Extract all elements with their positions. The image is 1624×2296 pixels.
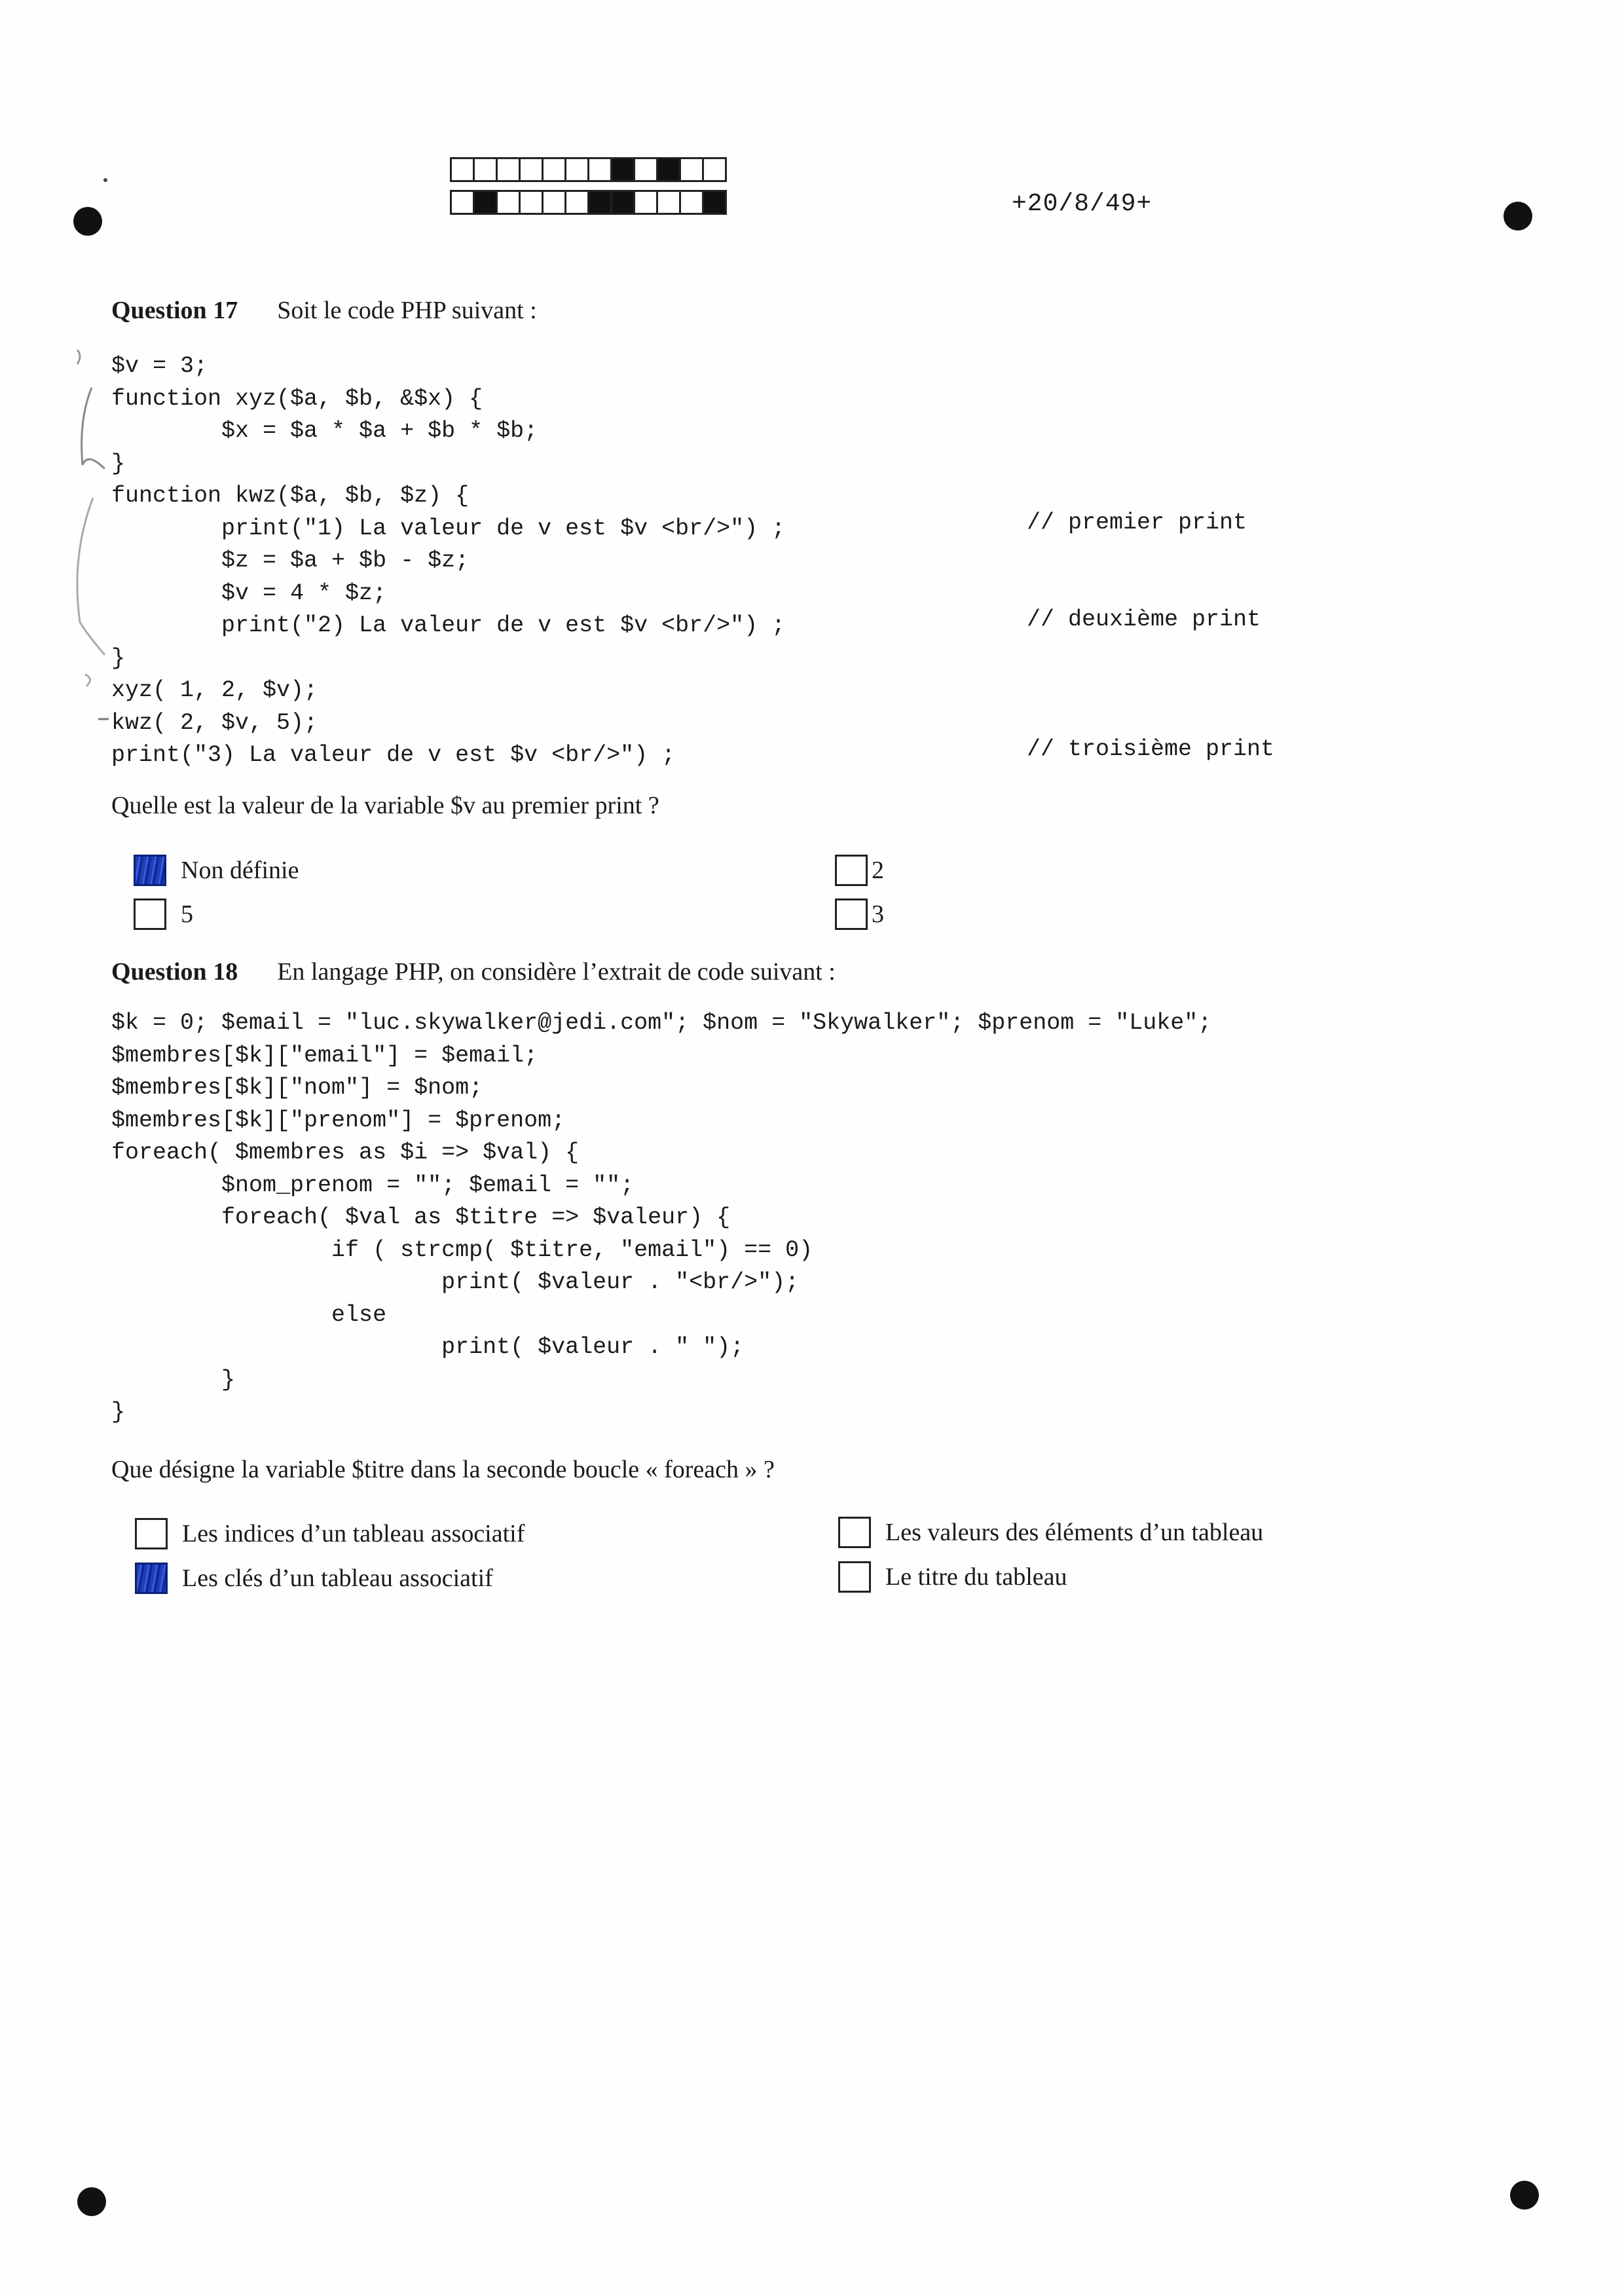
question-18-header: [111, 957, 836, 986]
barcode-cell: [496, 157, 521, 182]
q17-answer-5[interactable]: [134, 898, 193, 930]
q17-code-line: }: [111, 450, 126, 477]
barcode-row-top: [452, 157, 727, 182]
question-18-code: [111, 1007, 1211, 1429]
barcode-cell: [656, 190, 681, 215]
barcode-cell: [450, 157, 475, 182]
barcode-cell: [519, 190, 544, 215]
q17-checkbox-5[interactable]: [134, 898, 166, 930]
q17-code-line: $x = $a * $a + $b * $b;: [111, 418, 538, 444]
q17-answer-2[interactable]: [835, 855, 884, 886]
q18-answer-label: Le titre du tableau: [885, 1563, 1067, 1591]
comment-second-print: // deuxième print: [1027, 606, 1261, 633]
comment-first-print: // premier print: [1027, 509, 1247, 536]
q17-code-line: $v = 4 * $z;: [111, 580, 387, 606]
q18-checkbox-valeurs[interactable]: [838, 1517, 871, 1548]
barcode-cell: [610, 190, 635, 215]
q17-answer-label: Non définie: [181, 857, 299, 884]
q17-code-line: function xyz($a, $b, &$x) {: [111, 385, 483, 412]
registration-dot-top-right: [1504, 202, 1532, 231]
q17-checkbox-2[interactable]: [835, 855, 868, 886]
q18-answer-label: Les indices d’un tableau associatif: [182, 1520, 525, 1547]
q17-code-line: $z = $a + $b - $z;: [111, 547, 470, 574]
q18-answer-label: Les valeurs des éléments d’un tableau: [885, 1519, 1264, 1546]
barcode-cell: [679, 190, 704, 215]
barcode-cell: [542, 157, 566, 182]
question-18-number: Question 18: [111, 958, 238, 986]
barcode-row-bottom: [452, 190, 727, 215]
barcode-cell: [633, 157, 658, 182]
page-identifier: +20/8/49+: [1012, 190, 1153, 218]
q18-code-line: if ( strcmp( $titre, "email") == 0): [111, 1236, 813, 1263]
q17-answer-non-definie[interactable]: [134, 855, 299, 886]
barcode-cell: [473, 157, 498, 182]
q18-code-line: $membres[$k]["prenom"] = $prenom;: [111, 1107, 566, 1134]
q18-code-line: $k = 0; $email = "luc.skywalker@jedi.com"; $nom = "Skywalker"; $prenom = "Luke";: [111, 1010, 1212, 1036]
q17-answer-label: 3: [872, 900, 884, 928]
q17-answer-label: 2: [872, 857, 884, 884]
question-17-prompt: Quelle est la valeur de la variable $v au premier print ?: [111, 792, 659, 819]
barcode-cell: [679, 157, 704, 182]
q17-code-line: print("3) La valeur de v est $v <br/>") ;: [111, 742, 676, 768]
q18-checkbox-cles[interactable]: [135, 1563, 168, 1594]
q17-code-line: print("2) La valeur de v est $v <br/>") ;: [111, 612, 786, 639]
q17-code-line: }: [111, 644, 126, 671]
q18-answer-indices[interactable]: [135, 1518, 525, 1549]
q18-code-line: $membres[$k]["email"] = $email;: [111, 1042, 538, 1069]
barcode-cell: [702, 190, 727, 215]
question-17-title: Soit le code PHP suivant :: [277, 297, 537, 324]
q17-code-line: kwz( 2, $v, 5);: [111, 709, 318, 736]
barcode-cell: [702, 157, 727, 182]
barcode-cell: [450, 190, 475, 215]
q18-checkbox-indices[interactable]: [135, 1518, 168, 1549]
question-18-prompt: Que désigne la variable $titre dans la seconde boucle « foreach » ?: [111, 1456, 775, 1483]
q18-code-line: else: [111, 1301, 387, 1328]
q17-code-line: print("1) La valeur de v est $v <br/>") ;: [111, 515, 786, 542]
registration-dot-bottom-right: [1510, 2181, 1539, 2210]
q18-code-line: $membres[$k]["nom"] = $nom;: [111, 1075, 483, 1101]
q18-code-line: print( $valeur . " ");: [111, 1334, 745, 1360]
barcode-cell: [564, 157, 589, 182]
q17-code-line: xyz( 1, 2, $v);: [111, 677, 318, 703]
q18-answer-cles[interactable]: [135, 1563, 493, 1594]
barcode-cell: [564, 190, 589, 215]
barcode-cell: [542, 190, 566, 215]
registration-dot-bottom-left: [77, 2187, 106, 2216]
question-17-number: Question 17: [111, 297, 238, 324]
registration-dot-top-left: [73, 207, 102, 236]
barcode-cell: [473, 190, 498, 215]
q18-answer-label: Les clés d’un tableau associatif: [182, 1565, 493, 1592]
q18-code-line: foreach( $membres as $i => $val) {: [111, 1139, 580, 1166]
question-17-header: [111, 296, 537, 325]
q17-code-line: function kwz($a, $b, $z) {: [111, 483, 470, 509]
q17-answer-3[interactable]: [835, 898, 884, 930]
barcode-cell: [656, 157, 681, 182]
barcode-cell: [496, 190, 521, 215]
q18-code-line: }: [111, 1399, 126, 1425]
q17-checkbox-3[interactable]: [835, 898, 868, 930]
q18-checkbox-titre[interactable]: [838, 1561, 871, 1593]
q17-checkbox-non-definie[interactable]: [134, 855, 166, 886]
barcode-cell: [519, 157, 544, 182]
comment-third-print: // troisième print: [1027, 736, 1275, 762]
question-18-title: En langage PHP, on considère l’extrait de code suivant :: [277, 958, 836, 986]
q18-code-line: }: [111, 1366, 236, 1393]
question-17-code: [111, 350, 785, 772]
q18-code-line: foreach( $val as $titre => $valeur) {: [111, 1204, 731, 1231]
q18-answer-titre[interactable]: [838, 1561, 1067, 1593]
barcode-cell: [610, 157, 635, 182]
barcode-cell: [587, 157, 612, 182]
handwritten-margin-marks: [65, 347, 118, 766]
q17-answer-label: 5: [181, 900, 193, 928]
q18-answer-valeurs[interactable]: [838, 1517, 1263, 1548]
barcode-cell: [633, 190, 658, 215]
q18-code-line: print( $valeur . "<br/>");: [111, 1269, 800, 1295]
scan-speck: [103, 178, 107, 182]
barcode-cell: [587, 190, 612, 215]
q18-code-line: $nom_prenom = ""; $email = "";: [111, 1172, 635, 1198]
q17-code-line: $v = 3;: [111, 353, 208, 379]
